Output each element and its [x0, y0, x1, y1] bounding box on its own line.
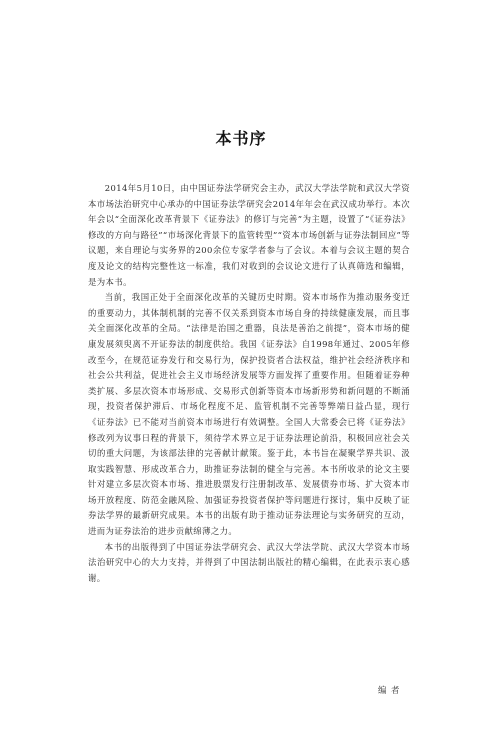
paragraph: 本书的出版得到了中国证券法学研究会、武汉大学法学院、武汉大学资本市场法治研究中心的大力支持，并得到了中国法制出版社的精心编辑，在此表示衷心感谢。	[88, 541, 410, 583]
page-title: 本书序	[215, 129, 267, 148]
paragraph: 当前，我国正处于全面深化改革的关键历史时期。资本市场作为推动服务变迁的重要动力，其体制机制的完善不仅关系到资本市场自身的持续健康发展，而且事关全面深化改革的全局。“法律是治国之重器，良法是善治之前提”，资本市场的健康发展须臾离不开证券法的制度供给。我国《证券法》自1998年通过、2005年修改至今，在规范证券发行和交易行为，保护投资者合法权益，维护社会经济秩序和社会公共利益，促进社会主义市场经济发展等方面发挥了重要作用。但随着证券种类扩展、多层次资本市场形成、交易形式创新等资本市场新形势和新问题的不断涌现，投资者保护滞后、市场化程度不足、监管机制不完善等弊端日益凸显，现行《证券法》已不能对当前资本市场进行有效调整。全国人大常委会已将《证券法》修改列为议事日程的背景下，须待学术界立足于证券法理论前沿，积极回应社会关切的重大问题，为该部法律的完善献计献策。鉴于此，本书旨在凝聚学界共识、汲取实践智慧、形成改革合力，助推证券法制的健全与完善。本书所收录的论文主要针对建立多层次资本市场、推进股票发行注册制改革、发展债券市场、扩大资本市场开放程度、防范金融风险、加强证券投资者保护等问题进行探讨，集中反映了证券法学界的最新研究成果。本书的出版有助于推动证券法理论与实务研究的互动，进而为证券法治的进步贡献绵薄之力。	[88, 292, 410, 537]
paragraph: 2014年5月10日，由中国证券法学研究会主办，武汉大学法学院和武汉大学资本市场法治研究中心承办的中国证券法学研究会2014年年会在武汉成功举行。本次年会以“全面深化改革背景下《证券法》的修订与完善”为主题，设置了“《证券法》修改的方向与路径”“市场深化背景下的监管转型”“资本市场创新与证券法制回应”等议题，来自理论与实务界的200余位专家学者参与了会议。本着与会议主题的契合度及论文的结构完整性这一标准，我们对收到的会议论文进行了认真筛选和编辑，是为本书。	[88, 183, 410, 287]
signature: 编 者	[378, 685, 401, 695]
preface-body	[88, 181, 410, 586]
